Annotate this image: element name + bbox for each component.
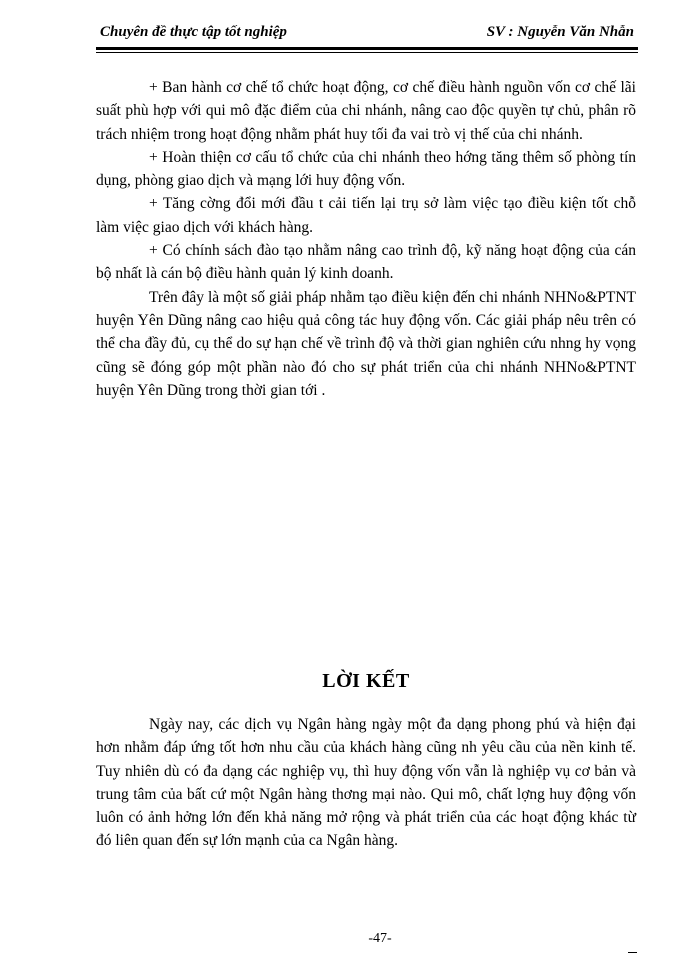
closing-title: LỜI KẾT	[322, 670, 410, 692]
paragraph-mechanism: + Ban hành cơ chế tổ chức hoạt động, cơ chế điều hành nguồn vốn cơ chế lãi suất phù hợp với qui mô đặc điểm của chi nhánh, nâng cao độc quyền tự chủ, phân rõ trách nhiệm trong hoạt động nhằm phát huy tối đa vai trò vị thế của chi nhánh.	[96, 79, 636, 143]
header-report-title: Chuyên đề thực tập tốt nghiệp	[100, 24, 287, 40]
closing-text	[96, 713, 636, 853]
body-text	[96, 76, 636, 402]
page-number: -47-	[368, 931, 392, 946]
paragraph-training: + Có chính sách đào tạo nhằm nâng cao trình độ, kỹ năng hoạt động của cán bộ nhất là cán bộ điều hành quản lý kinh doanh.	[96, 242, 636, 283]
page-header	[96, 22, 638, 44]
corner-mark	[628, 952, 637, 953]
header-rule-thin	[96, 52, 638, 53]
paragraph-summary: Trên đây là một số giải pháp nhằm tạo điều kiện đến chi nhánh NHNo&PTNT huyện Yên Dũng nâng cao hiệu quả công tác huy động vốn. Các giải pháp nêu trên có thể cha đầy đủ, cụ thể do sự hạn chế về trình độ và thời gian nghiên cứu nhng hy vọng cũng sẽ đóng góp một phần nào đó cho sự phát triển của chi nhánh NHNo&PTNT huyện Yên Dũng trong thời gian tới .	[96, 288, 636, 399]
paragraph-organization: + Hoàn thiện cơ cấu tổ chức của chi nhánh theo hớng tăng thêm số phòng tín dụng, phòng giao dịch và mạng lới huy động vốn.	[96, 148, 636, 190]
header-student-name: SV : Nguyễn Văn Nhẫn	[486, 24, 634, 40]
paragraph-investment: + Tăng cờng đổi mới đầu t cải tiến lại trụ sở làm việc tạo điều kiện tốt chỗ làm việc giao dịch với khách hàng.	[96, 195, 636, 236]
closing-paragraph: Ngày nay, các dịch vụ Ngân hàng ngày một đa dạng phong phú và hiện đại hơn nhằm đáp ứng tốt hơn nhu cầu của khách hàng cũng nh yêu cầu của nền kinh tế. Tuy nhiên dù có đa dạng các nghiệp vụ, thì huy động vốn vẫn là nghiệp vụ cơ bản và trung tâm của bất cứ một Ngân hàng thơng mại nào. Qui mô, chất lợng huy động vốn luôn có ảnh hởng lớn đến khả năng mở rộng và phát triển của các hoạt động khác từ đó liên quan đến sự lớn mạnh của ca Ngân hàng.	[96, 716, 636, 850]
header-rule-thick	[96, 47, 638, 50]
